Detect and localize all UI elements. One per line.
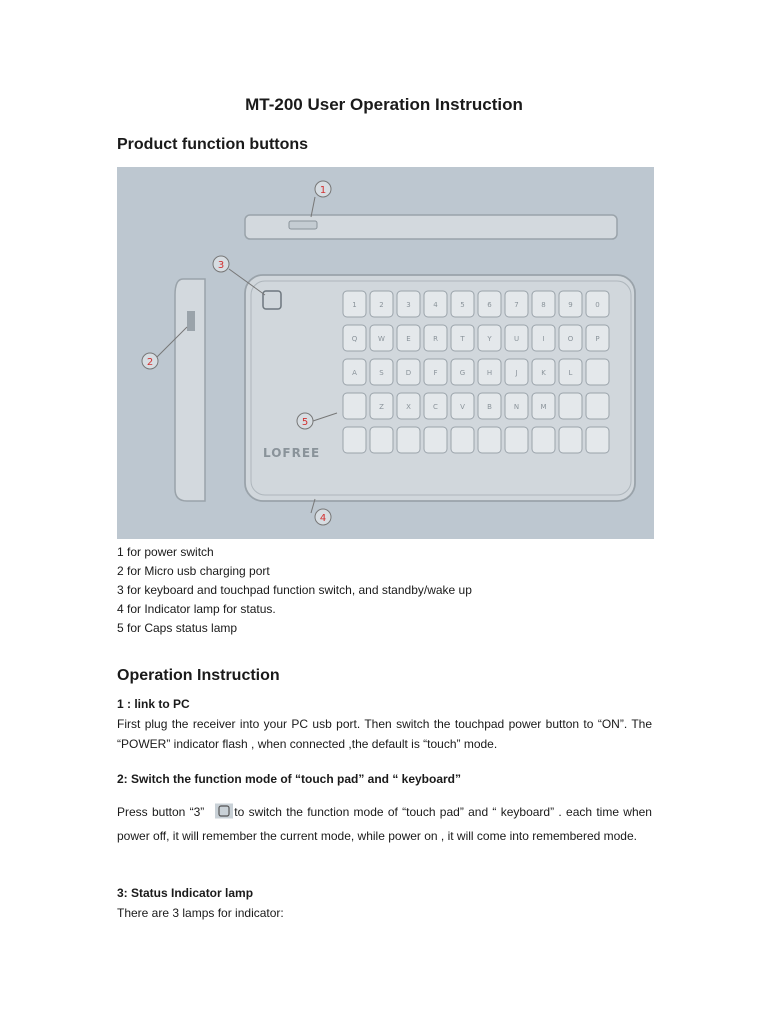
key-label: T — [460, 335, 465, 343]
key — [397, 427, 420, 453]
svg-text:1: 1 — [319, 185, 327, 196]
key-label: G — [459, 369, 466, 377]
key-label: J — [515, 369, 518, 377]
section-heading-product-function-buttons: Product function buttons — [117, 136, 309, 153]
key-label: B — [487, 403, 492, 411]
key — [559, 427, 582, 453]
key — [370, 427, 393, 453]
callout-2 — [142, 353, 158, 369]
key — [451, 427, 474, 453]
key — [505, 427, 528, 453]
key-label: I — [542, 335, 545, 343]
step-2-text-before: Press button “3” — [117, 805, 205, 819]
key — [586, 393, 609, 419]
key-label: 9 — [568, 301, 573, 309]
key — [343, 393, 366, 419]
callout-3 — [213, 256, 229, 272]
key-label: 0 — [595, 301, 600, 309]
list-item: 2 for Micro usb charging port — [117, 564, 270, 578]
key-label: Q — [351, 335, 358, 343]
step-2-text-after: to switch the function mode of “touch pad” and “ keyboard” . each time when power off, it will remember the current mode, while power on , it will come into remembered mode. — [117, 805, 652, 843]
svg-text:4: 4 — [319, 513, 327, 524]
key-label: K — [541, 369, 546, 377]
key-label: X — [406, 403, 411, 411]
key-label: P — [595, 335, 600, 343]
key-label: A — [352, 369, 357, 377]
key-label: O — [567, 335, 574, 343]
key-label: Z — [379, 403, 384, 411]
function-button-list — [117, 543, 657, 638]
key-label: 1 — [352, 301, 357, 309]
key-label: E — [406, 335, 411, 343]
keyboard-diagram — [117, 167, 654, 539]
key — [424, 427, 447, 453]
button-3-icon — [214, 803, 234, 819]
step-3-text: There are 3 lamps for indicator: — [117, 906, 284, 920]
list-item: 5 for Caps status lamp — [117, 621, 238, 635]
key-label: F — [433, 369, 438, 377]
key-label: V — [460, 403, 465, 411]
key — [586, 427, 609, 453]
key-label: L — [568, 369, 573, 377]
callout-5 — [297, 413, 313, 429]
key-label: R — [433, 335, 438, 343]
key-label: C — [433, 403, 438, 411]
page-title: MT-200 User Operation Instruction — [245, 95, 523, 114]
key-label: N — [513, 403, 520, 411]
power-switch-slot — [289, 221, 317, 229]
step-2-text — [117, 800, 652, 848]
product-photo — [117, 167, 654, 539]
key-label: S — [379, 369, 384, 377]
key-label: 7 — [514, 301, 519, 309]
key-label: 4 — [433, 301, 438, 309]
key-label: 3 — [406, 301, 411, 309]
step-3-heading: 3: Status Indicator lamp — [117, 886, 254, 900]
callout-4 — [315, 509, 331, 525]
step-2-heading: 2: Switch the function mode of “touch pad” and “ keyboard” — [117, 772, 462, 786]
brand-logo: LOFREE — [263, 446, 321, 460]
key-label: W — [378, 335, 385, 343]
key-label: H — [486, 369, 493, 377]
key-label: 2 — [379, 301, 384, 309]
key-label: D — [405, 369, 412, 377]
key-label: 6 — [487, 301, 492, 309]
step-1-text: First plug the receiver into your PC usb port. Then switch the touchpad power button to “ON”. The “POWER” indicator flash , when connected ,the default is “touch” mode. — [117, 717, 652, 751]
key — [478, 427, 501, 453]
key-label: 8 — [541, 301, 546, 309]
key-label: U — [513, 335, 520, 343]
key — [586, 359, 609, 385]
svg-text:2: 2 — [146, 357, 154, 368]
svg-text:5: 5 — [301, 417, 309, 428]
list-item: 3 for keyboard and touchpad function switch, and standby/wake up — [117, 583, 472, 597]
key-label: 5 — [460, 301, 465, 309]
key — [532, 427, 555, 453]
key — [559, 393, 582, 419]
usb-port — [187, 311, 195, 331]
list-item: 1 for power switch — [117, 545, 214, 559]
key-label: Y — [487, 335, 492, 343]
section-heading-operation-instruction: Operation Instruction — [117, 667, 280, 684]
step-1-heading: 1 : link to PC — [117, 697, 190, 711]
list-item: 4 for Indicator lamp for status. — [117, 602, 276, 616]
callout-1 — [315, 181, 331, 197]
key-label: M — [540, 403, 547, 411]
svg-text:3: 3 — [217, 260, 225, 271]
key — [343, 427, 366, 453]
